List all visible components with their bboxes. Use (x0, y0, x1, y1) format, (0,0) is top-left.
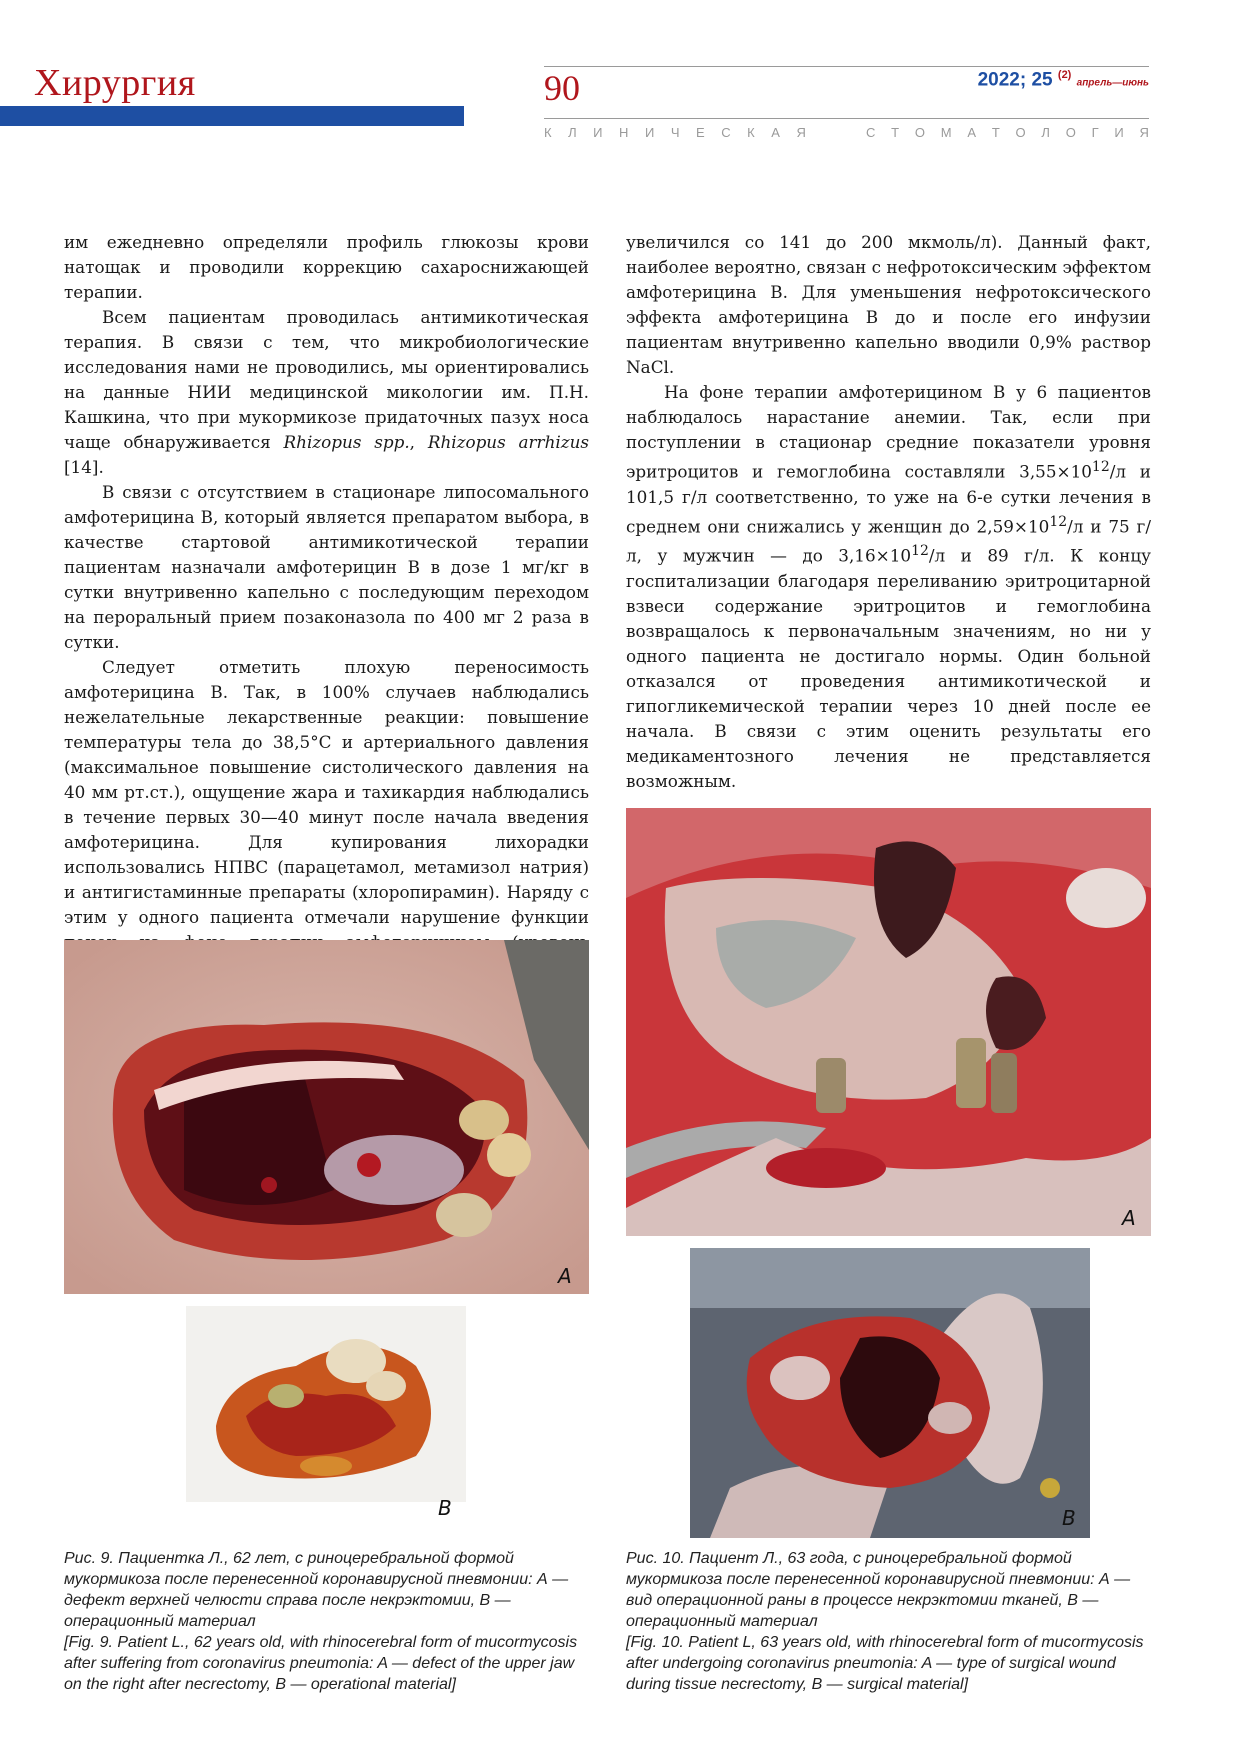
separator: , (409, 432, 428, 452)
caption-ru: Рис. 9. Пациентка Л., 62 лет, с риноцеребральной формой мукормикоза после перенесенной коронавирусной пневмонии: А — дефект верхней челюсти справа после некрэктомии, В — операционный материал (64, 1550, 569, 1630)
figure-10a-photo (626, 808, 1151, 1236)
journal-letter: Г (1091, 125, 1099, 140)
species-name: Rhizopus arrhizus (427, 432, 590, 452)
issue-number: (2) (1057, 69, 1072, 81)
journal-letter: Н (619, 125, 629, 140)
journal-name (544, 126, 1149, 139)
journal-letter: О (1065, 125, 1076, 140)
journal-letter: Я (1139, 125, 1149, 140)
journal-letter: Ч (670, 125, 680, 140)
figure-10-caption (626, 1548, 1151, 1695)
figure-9-caption (64, 1548, 589, 1695)
issue-months: апрель—июнь (1076, 77, 1149, 89)
header-rule-bottom (544, 118, 1149, 119)
header-accent-bar (0, 106, 464, 126)
journal-letter: Л (1041, 125, 1050, 140)
journal-letter: Т (891, 125, 900, 140)
journal-letter: М (940, 125, 952, 140)
journal-letter: С (721, 125, 731, 140)
paragraph: Следует отметить плохую переносимость амфотерицина В. Так, в 100% случаев наблюдались нежелательные лекарственные реакции: повышение температуры тела до 38,5°С и артериального давления (максимальное повышение систолического давления на 40 мм рт.ст.), ощущение жара и тахикардия наблюдались в течение первых 30—40 минут после начала введения амфотерицина. Для купирования лихорадки использовались НПВС (парацетамол, метамизол натрия) и антигистаминные препараты (хлоропирамин). Наряду с этим у одного пациента отмечали нарушение функции (64, 657, 589, 927)
figure-9a-label: A (558, 1264, 572, 1288)
exponent: 12 (911, 543, 929, 560)
journal-letter: И (644, 125, 655, 140)
journal-letter: К (747, 125, 755, 140)
journal-letter: Т (991, 125, 1000, 140)
paragraph-text: Всем пациентам проводилась антимикотическая терапия. В связи с тем, что микробиологические исследования нами не проводились, мы ориентировались на данные НИИ медицинской микологии им. П.Н. Кашкина, что при мукормикозе придаточных пазух носа чаще обнаруживается (64, 307, 589, 452)
journal-letter: А (967, 125, 977, 140)
issue-info: 2022; 25 $^{(2)}$ апрель—июнь (977, 69, 1149, 91)
issue-volume: 25 (1031, 69, 1053, 91)
paragraph (64, 305, 589, 480)
paragraph: В связи с отсутствием в стационаре липосомального амфотерицина В, который является препаратом выбора, в качестве стартовой антимикотической терапии пациентам назначали амфотерицин В в дозе 1 мг/кг в сутки внутривенно капельно с последующим переходом на пероральный прием позаконазола по 400 мг 2 раза в сутки. (64, 482, 589, 652)
figure-9b-label: B (438, 1496, 452, 1520)
journal-letter: Е (696, 125, 705, 140)
paragraph-text: /л и 75 г/л, у мужчин — до 3,16×10 (626, 516, 1151, 566)
paragraph: увеличился со 141 до 200 мкмоль/л). Данный факт, наиболее вероятно, связан с нефротоксическим эффектом амфотерицина В. Для уменьшения нефротоксического эффекта амфотерицина В до и после его инфузии пациентам внутривенно капельно вводили 0,9% раствор NaCl. (626, 232, 1151, 377)
figure-9a-photo (64, 940, 589, 1294)
page-number: 90 (544, 68, 580, 108)
section-title: Хирургия (34, 62, 196, 104)
issue-year: 2022 (977, 69, 1020, 91)
journal-letter: О (914, 125, 925, 140)
text-column-right (626, 230, 1151, 794)
journal-letter: О (1015, 125, 1026, 140)
species-name: Rhizopus spp. (283, 432, 410, 452)
journal-letter: И (593, 125, 603, 140)
header-rule-top (544, 66, 1149, 67)
figure-10a-label: A (1122, 1206, 1136, 1230)
citation: [14]. (64, 457, 104, 477)
exponent: 12 (1049, 513, 1068, 530)
figure-9b-photo (186, 1306, 466, 1502)
journal-letter: Л (568, 125, 577, 140)
figure-10b-photo (690, 1248, 1090, 1538)
journal-letter: И (1114, 125, 1124, 140)
caption-ru: Рис. 10. Пациент Л., 63 года, с риноцеребральной формой мукормикоза после перенесенной коронавирусной пневмонии: А — вид операционной раны в процессе некрэктомии тканей, В — операционный материал (626, 1550, 1131, 1630)
journal-letter: Я (796, 125, 806, 140)
journal-letter: С (866, 125, 876, 140)
journal-letter: К (544, 125, 552, 140)
paragraph: им ежедневно определяли профиль глюкозы крови натощак и проводили коррекцию сахароснижающей терапии. (64, 232, 589, 302)
exponent: 12 (1091, 459, 1110, 475)
journal-word-2 (866, 126, 1149, 139)
paragraph (626, 380, 1151, 794)
paragraph-text: /л и 101,5 г/л соответственно, то уже на 6-е сутки лечения в среднем они снижались у женщин до 2,59×10 (626, 461, 1151, 537)
paragraph-text: На фоне терапии амфотерицином В у 6 пациентов наблюдалось нарастание анемии. Так, если при поступлении в стационар средние показатели уровня эритроцитов и гемоглобина составляли 3,55×10 (626, 382, 1151, 482)
paragraph-text: /л и 89 г/л. К концу госпитализации благодаря переливанию эритроцитарной взвеси содержание эритроцитов и гемоглобина возвращалось к первоначальным значениям, но ни у одного пациента не достигало нормы. Один больной отказался от проведения антимикотической и гипогликемической терапии через 10 дней после ее начала. В связи с этим оценить результаты его медикаментозного лечения не представляется возможным. (626, 545, 1151, 791)
journal-letter: А (771, 125, 780, 140)
text-column-left (64, 230, 589, 980)
caption-en: [Fig. 10. Patient L, 63 years old, with rhinocerebral form of mucormycosis after undergoing coronavirus pneumonia: A — type of surgical wound during tissue necrectomy, B — surgical material] (626, 1634, 1144, 1693)
journal-word-1 (544, 126, 806, 139)
figure-10b-label: B (1062, 1506, 1076, 1530)
caption-en: [Fig. 9. Patient L., 62 years old, with rhinocerebral form of mucormycosis after suffering from coronavirus pneumonia: A — defect of the upper jaw on the right after necrectomy, B — operational material] (64, 1634, 578, 1693)
